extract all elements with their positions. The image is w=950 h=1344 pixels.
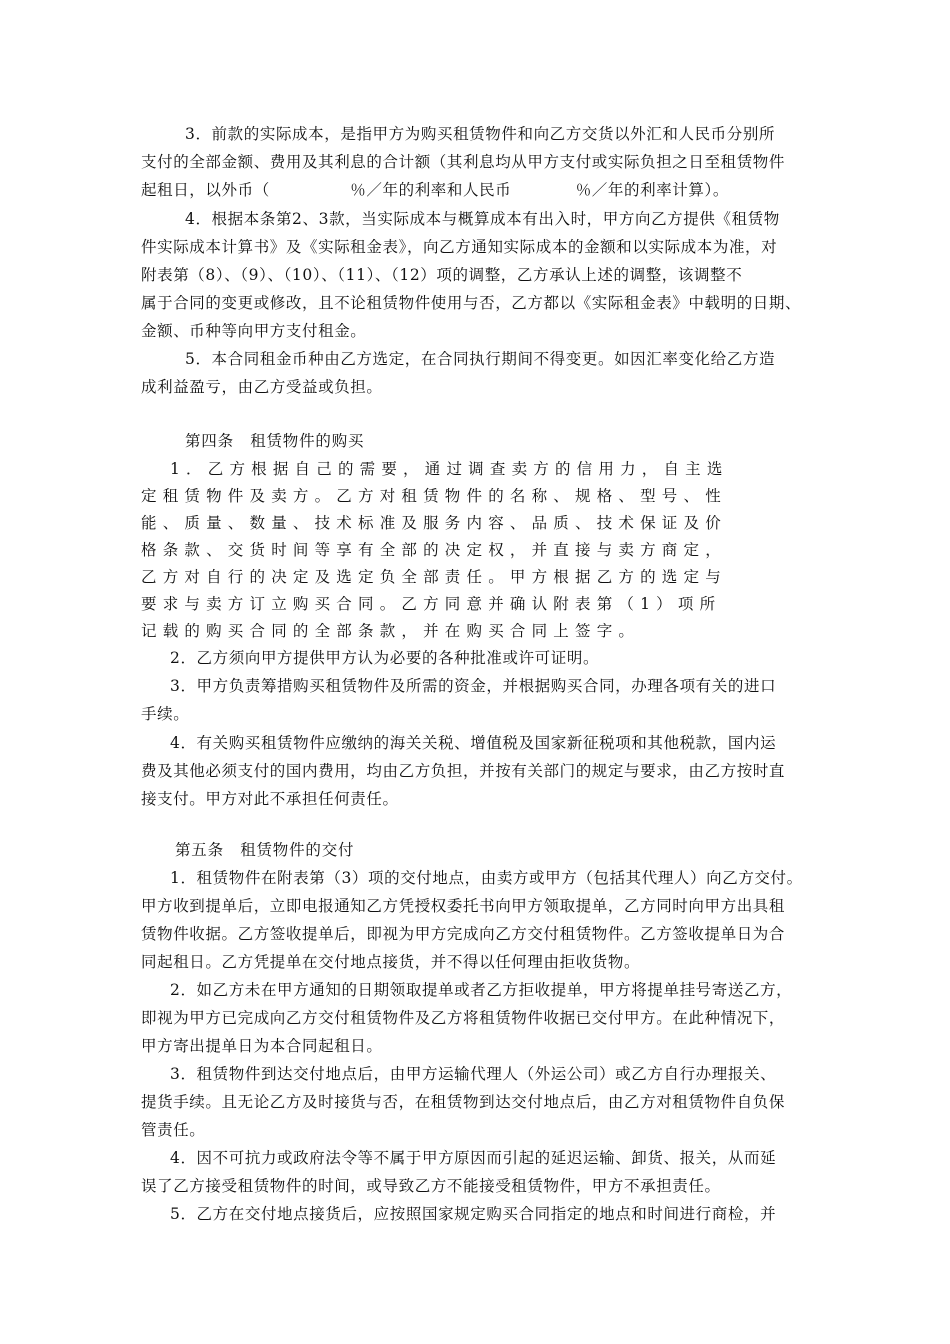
paragraph-line: 4．有关购买租赁物件应缴纳的海关关税、增值税及国家新征税项和其他税款，国内运 [170,734,777,752]
paragraph-line: 4．根据本条第2、3款，当实际成本与概算成本有出入时，甲方向乙方提供《租赁物 [185,210,780,228]
paragraph-line: 2．如乙方未在甲方通知的日期领取提单或者乙方拒收提单，甲方将提单挂号寄送乙方， [170,981,793,999]
paragraph-line: 5．本合同租金币种由乙方选定，在合同执行期间不得变更。如因汇率变化给乙方造 [185,350,776,368]
paragraph-line: 附表第（8）、（9）、（10）、（11）、（12）项的调整，乙方承认上述的调整，该调整不 [141,266,743,284]
paragraph-line: 金额、币种等向甲方支付租金。 [141,322,367,340]
paragraph-line: 5．乙方在交付地点接货后，应按照国家规定购买合同指定的地点和时间进行商检，并 [170,1205,777,1223]
paragraph-line: 起租日，以外币（ ％／年的利率和人民币 ％／年的利率计算）。 [141,181,729,199]
paragraph-line: 乙方对自行的决定及选定负全部责任。甲方根据乙方的选定与 [141,568,727,586]
paragraph-line: 费及其他必须支付的国内费用，均由乙方负担，并按有关部门的规定与要求，由乙方按时直 [141,762,786,780]
section-heading: 第五条 租赁物件的交付 [175,841,355,859]
paragraph-line: 1．租赁物件在附表第（3）项的交付地点，由卖方或甲方（包括其代理人）向乙方交付。 [170,869,803,887]
paragraph-line: 支付的全部金额、费用及其利息的合计额（其利息均从甲方支付或实际负担之日至租赁物件 [141,153,786,171]
paragraph-line: 误了乙方接受租赁物件的时间，或导致乙方不能接受租赁物件，甲方不承担责任。 [141,1177,721,1195]
paragraph-line: 即视为甲方已完成向乙方交付租赁物件及乙方将租赁物件收据已交付甲方。在此种情况下， [141,1009,786,1027]
paragraph-line: 1．乙方根据自己的需要，通过调查卖方的信用力，自主选 [170,460,729,478]
paragraph-line: 件实际成本计算书》及《实际租金表》，向乙方通知实际成本的金额和以实际成本为准，对 [141,238,778,256]
paragraph-line: 2．乙方须向甲方提供甲方认为必要的各种批准或许可证明。 [170,649,600,667]
paragraph-line: 接支付。甲方对此不承担任何责任。 [141,790,399,808]
paragraph-line: 4．因不可抗力或政府法令等不属于甲方原因而引起的延迟运输、卸货、报关，从而延 [170,1149,777,1167]
paragraph-line: 3．租赁物件到达交付地点后，由甲方运输代理人（外运公司）或乙方自行办理报关、 [170,1065,777,1083]
paragraph-line: 赁物件收据。乙方签收提单后，即视为甲方完成向乙方交付租赁物件。乙方签收提单日为合 [141,925,786,943]
paragraph-line: 要求与卖方订立购买合同。乙方同意并确认附表第（1）项所 [141,595,722,613]
paragraph-line: 甲方收到提单后，立即电报通知乙方凭授权委托书向甲方领取提单，乙方同时向甲方出具租 [141,897,786,915]
paragraph-line: 定租赁物件及卖方。乙方对租赁物件的名称、规格、型号、性 [141,487,727,505]
paragraph-line: 管责任。 [141,1121,206,1139]
paragraph-line: 3．前款的实际成本，是指甲方为购买租赁物件和向乙方交货以外汇和人民币分别所 [185,125,776,143]
paragraph-line: 属于合同的变更或修改，且不论租赁物件使用与否，乙方都以《实际租金表》中载明的日期、 [141,294,802,312]
section-heading: 第四条 租赁物件的购买 [185,432,365,450]
paragraph-line: 手续。 [141,705,190,723]
paragraph-line: 同起租日。乙方凭提单在交付地点接货，并不得以任何理由拒收货物。 [141,953,641,971]
paragraph-line: 3．甲方负责筹措购买租赁物件及所需的资金，并根据购买合同，办理各项有关的进口 [170,677,777,695]
paragraph-line: 格条款、交货时间等享有全部的决定权，并直接与卖方商定， [141,541,727,559]
paragraph-line: 记载的购买合同的全部条款，并在购买合同上签字。 [141,622,641,640]
paragraph-line: 成利益盈亏，由乙方受益或负担。 [141,378,383,396]
paragraph-line: 提货手续。且无论乙方及时接货与否，在租赁物到达交付地点后，由乙方对租赁物件自负保 [141,1093,786,1111]
paragraph-line: 能、质量、数量、技术标准及服务内容、品质、技术保证及价 [141,514,727,532]
paragraph-line: 甲方寄出提单日为本合同起租日。 [141,1037,383,1055]
